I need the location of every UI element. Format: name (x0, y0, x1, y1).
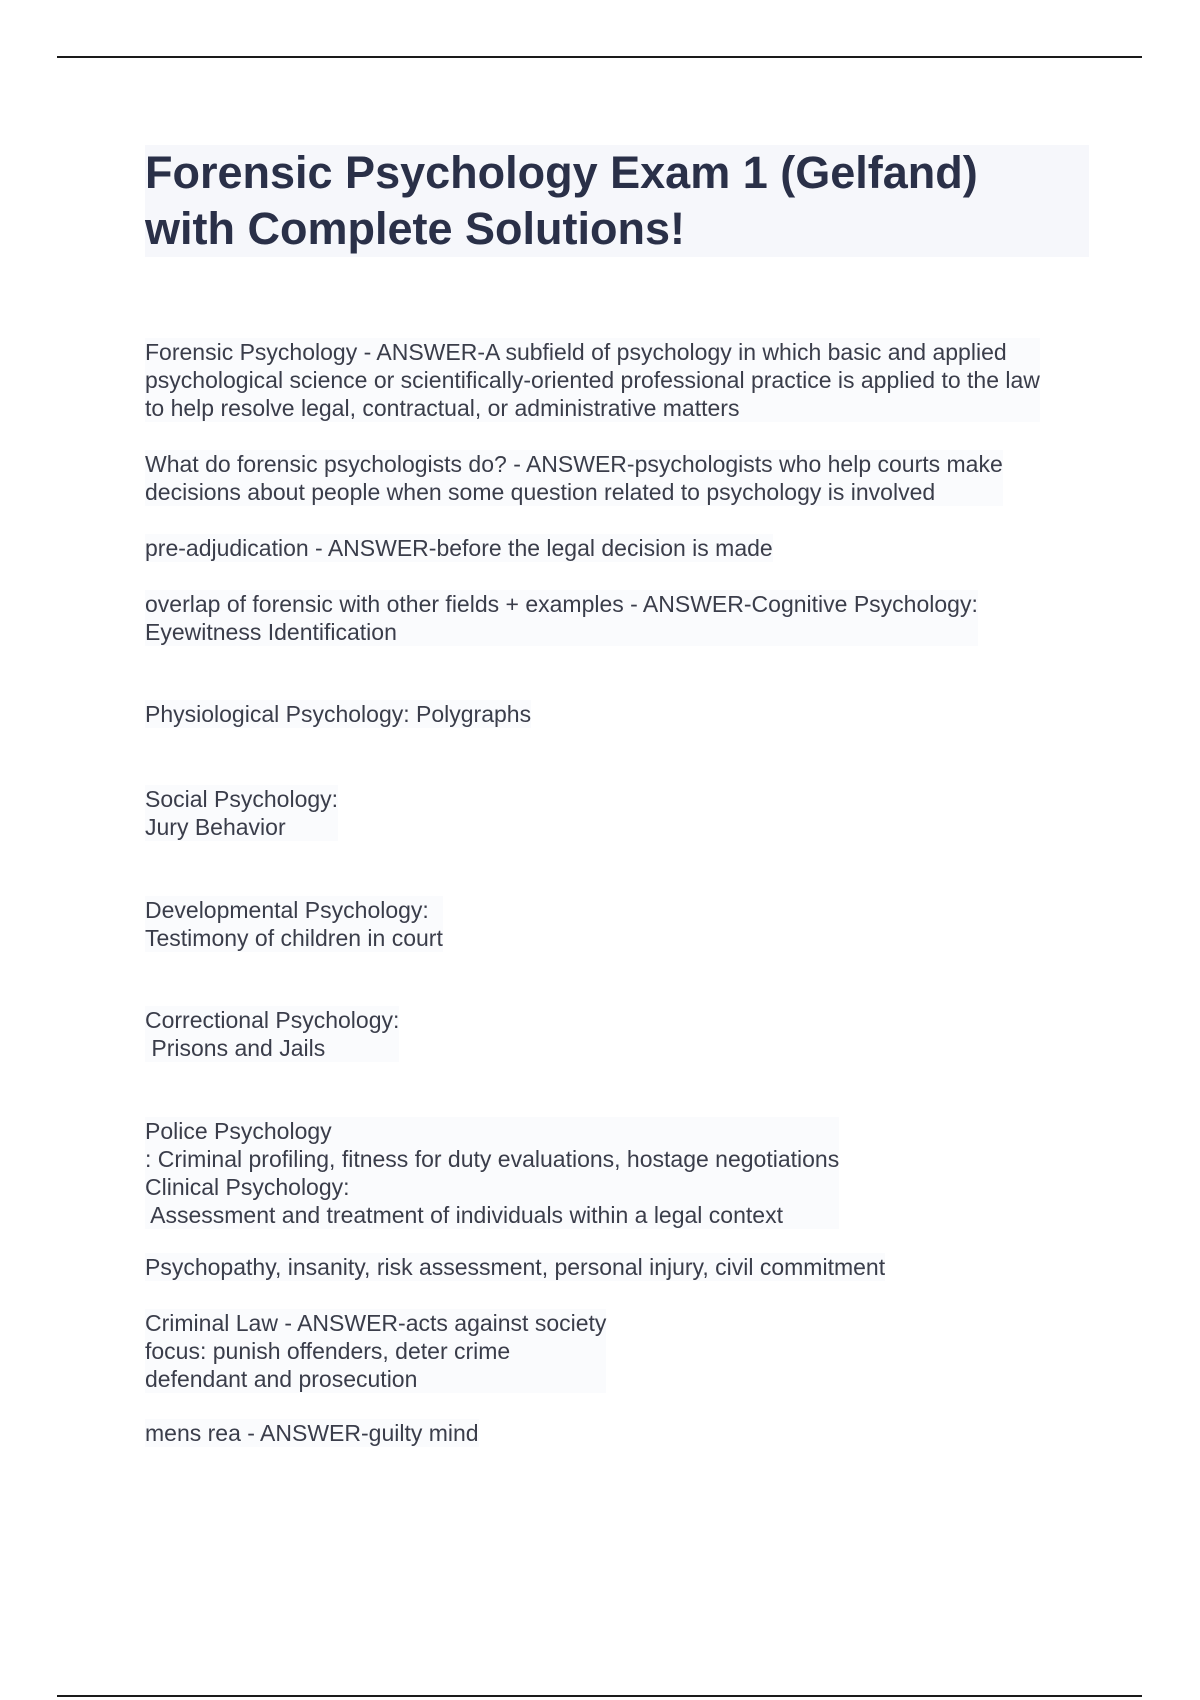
qa-entry-developmental-psychology (145, 896, 443, 952)
entry-line: pre-adjudication - ANSWER-before the legal decision is made (145, 535, 773, 561)
entry-line: : Criminal profiling, fitness for duty evaluations, hostage negotiations (145, 1146, 840, 1172)
title-block (145, 145, 1089, 257)
title-line-1: Forensic Psychology Exam 1 (Gelfand) (145, 147, 978, 198)
qa-entry-criminal-law (145, 1309, 606, 1393)
entry-line: focus: punish offenders, deter crime (145, 1338, 511, 1364)
qa-entry-what-do-forensic-psychologists-do (145, 450, 1003, 506)
qa-entry-overlap-of-forensic (145, 590, 978, 646)
top-rule (57, 56, 1142, 58)
entry-line: overlap of forensic with other fields + examples - ANSWER-Cognitive Psychology: (145, 591, 978, 617)
qa-entry-pre-adjudication (145, 534, 773, 562)
qa-entry-correctional-psychology (145, 1006, 399, 1062)
entry-line: Criminal Law - ANSWER-acts against society (145, 1310, 607, 1336)
qa-entry-psychopathy (145, 1253, 885, 1281)
qa-entry-physiological-psychology (145, 700, 531, 728)
qa-entries (145, 338, 1095, 1447)
entry-line: decisions about people when some question related to psychology is involved (145, 479, 936, 505)
entry-line: defendant and prosecution (145, 1366, 418, 1392)
entry-line: Police Psychology (145, 1118, 332, 1144)
qa-entry-forensic-psychology (145, 338, 1040, 422)
title-line-2: with Complete Solutions! (145, 203, 685, 254)
entry-line: Correctional Psychology: (145, 1007, 400, 1033)
entry-line: Social Psychology: (145, 786, 339, 812)
entry-line: Assessment and treatment of individuals within a legal context (145, 1202, 783, 1228)
entry-line: Psychopathy, insanity, risk assessment, personal injury, civil commitment (145, 1254, 886, 1280)
page-title (145, 145, 1089, 257)
entry-line: Eyewitness Identification (145, 619, 397, 645)
entry-line: Physiological Psychology: Polygraphs (145, 701, 532, 727)
entry-line: Testimony of children in court (145, 925, 443, 951)
bottom-rule (57, 1695, 1142, 1697)
entry-line: mens rea - ANSWER-guilty mind (145, 1420, 479, 1446)
entry-line: Jury Behavior (145, 814, 286, 840)
entry-line: Prisons and Jails (145, 1035, 326, 1061)
entry-line: psychological science or scientifically-oriented professional practice is applied to the law (145, 367, 1040, 393)
entry-line: Developmental Psychology: (145, 897, 429, 923)
entry-line: What do forensic psychologists do? - ANSWER-psychologists who help courts make (145, 451, 1003, 477)
qa-entry-police-and-clinical-psychology (145, 1117, 839, 1229)
qa-entry-mens-rea (145, 1419, 479, 1447)
entry-line: to help resolve legal, contractual, or administrative matters (145, 395, 740, 421)
qa-entry-social-psychology (145, 785, 338, 841)
entry-line: Forensic Psychology - ANSWER-A subfield of psychology in which basic and applied (145, 339, 1007, 365)
entry-line: Clinical Psychology: (145, 1174, 350, 1200)
